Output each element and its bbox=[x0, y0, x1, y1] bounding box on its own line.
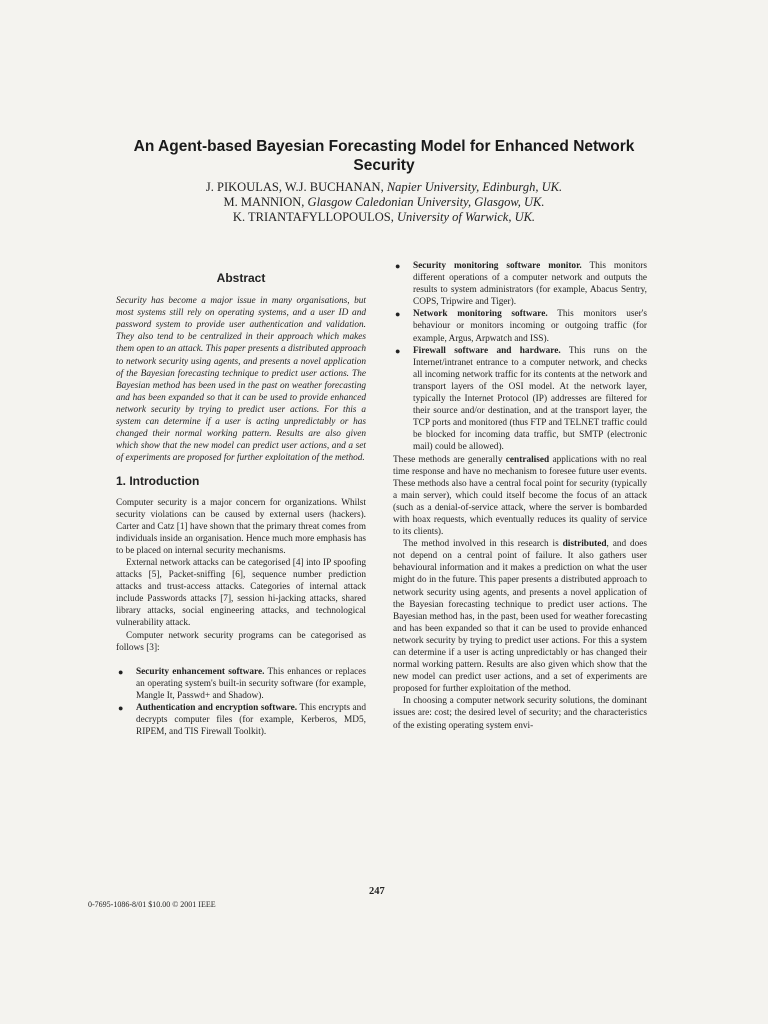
bullet-text: This runs on the Internet/intranet entrance to a computer network, and checks all incoming network traffic for its contents at the network and transport layers of the OSI model. At the network layer, typically the Internet Protocol (IP) addresses are filtered for their source and/or destination, and at the transport layer, the TCP ports and monitored (thus FTP and TELNET traffic could be blocked for incoming data traffic, but SMTP (electronic mail) could be allowed). bbox=[413, 345, 647, 453]
paragraph-text: The method involved in this research is bbox=[403, 539, 563, 550]
author-affiliation: Glasgow Caledonian University, Glasgow, UK. bbox=[307, 195, 545, 209]
list-item bbox=[393, 345, 647, 454]
paragraph-text: , and does not depend on a central point of failure. It also gathers user behavioural information and it makes a prediction on what the user might do in the future. This paper presents a distributed approach to network security using agents, and presents a novel application of the Bayesian forecasting technique to predict user actions. The Bayesian method has, in the past, been used for weather forecasting and has been expanded so that it can be used to provide enhanced network security by trying to predict user actions. For this a system can determine if a user is acting unpredictably or has changed their normal working pattern. Results are also given which show that the new model can predict user actions, and a set of experiments are proposed for further exploitation of the method. bbox=[393, 539, 648, 695]
intro-heading: 1. Introduction bbox=[116, 474, 200, 489]
bullet-term: Authentication and encryption software. bbox=[136, 703, 298, 713]
body-paragraph bbox=[393, 454, 647, 539]
author-line bbox=[90, 180, 678, 195]
bullet-icon: ● bbox=[118, 666, 124, 677]
author-line bbox=[90, 210, 678, 225]
abstract-heading: Abstract bbox=[216, 271, 266, 285]
left-column bbox=[116, 260, 366, 738]
intro-paragraph: Computer security is a major concern for organizations. Whilst security violations can be caused by external users (hackers). Carter and Catz [1] have shown that the primary threat comes from individuals inside an organisation. Hence much more emphasis has to be placed on internal security mechanisms. bbox=[116, 497, 366, 556]
author-block bbox=[90, 180, 678, 225]
copyright-footer: 0-7695-1086-8/01 $10.00 © 2001 IEEE bbox=[88, 900, 216, 909]
bullet-text: This monitors user's behaviour or monitors incoming or outgoing traffic (for example, Argus, Arpwatch and ISS). bbox=[413, 309, 647, 344]
list-item bbox=[393, 260, 647, 308]
emphasis-term: centralised bbox=[505, 454, 550, 465]
bullet-text: This enhances or replaces an operating system's built-in security software (for example, Mangle It, Passwd+ and Shadow). bbox=[136, 666, 367, 701]
author-names: M. MANNION, bbox=[223, 195, 308, 209]
page-number: 247 bbox=[369, 886, 385, 897]
list-item bbox=[116, 702, 366, 738]
bullet-term: Firewall software and hardware. bbox=[413, 345, 561, 356]
body-paragraph bbox=[393, 538, 647, 695]
bullet-icon: ● bbox=[395, 345, 401, 356]
bullet-icon: ● bbox=[118, 703, 124, 713]
intro-bullet-list bbox=[116, 666, 366, 739]
abstract-text: Security has become a major issue in many organisations, but most systems still rely on operating systems, and a user ID and password system to provide user authentication and validation. They also tend to be centralized in their approach which makes them open to an attack. This paper presents a distributed approach to network security using agents, and presents a novel application of the Bayesian forecasting technique to predict user actions. The Bayesian method has been used in the past on weather forecasting and has been expanded so that it can be used to provide enhanced network security by trying to predict user actions. For this a system can determine if a user is acting unpredictably or has changed their normal working pattern. Results are also given which show that the new model can predict user actions, and a set of experiments are proposed for further exploitation of the method. bbox=[116, 296, 366, 464]
intro-paragraph: Computer network security programs can be categorised as follows [3]: bbox=[116, 630, 366, 653]
bullet-icon: ● bbox=[395, 309, 401, 320]
paragraph-text: These methods are generally bbox=[393, 454, 506, 465]
bullet-icon: ● bbox=[395, 261, 401, 271]
bullet-term: Security enhancement software. bbox=[136, 666, 265, 677]
program-bullet-list bbox=[393, 260, 647, 454]
bullet-text: This encrypts and decrypts computer files (for example, Kerberos, MD5, RIPEM, and TIS Firewall Toolkit). bbox=[136, 703, 366, 738]
author-affiliation: University of Warwick, UK. bbox=[396, 210, 536, 224]
bullet-term: Network monitoring software. bbox=[413, 309, 548, 320]
body-paragraph: In choosing a computer network security solutions, the dominant issues are: cost; the desired level of security; and the characteristics of the existing operating system envi- bbox=[393, 696, 647, 731]
author-affiliation: Napier University, Edinburgh, UK. bbox=[386, 180, 563, 194]
author-names: J. PIKOULAS, W.J. BUCHANAN, bbox=[205, 180, 387, 194]
list-item bbox=[116, 666, 366, 702]
right-column bbox=[393, 260, 647, 732]
paragraph-text: applications with no real time response and have no mechanism to foresee future user events. These methods also have a central focal point for security (typically a main server), which could itself become the focus of an attack (such as a denial-of-service attack, where the server is bombarded with hoax requests, which eventually reduces its quality of service to its clients). bbox=[393, 454, 648, 538]
bullet-text: This monitors different operations of a computer network and outputs the results to system administrators (for example, Abacus Sentry, COPS, Tripwire and Tiger). bbox=[413, 261, 647, 308]
paper-title: An Agent-based Bayesian Forecasting Model for Enhanced Network Security bbox=[133, 138, 635, 174]
list-item bbox=[393, 308, 647, 344]
author-line bbox=[90, 195, 678, 210]
emphasis-term: distributed bbox=[562, 539, 607, 550]
bullet-term: Security monitoring software monitor. bbox=[413, 261, 582, 271]
author-names: K. TRIANTAFYLLOPOULOS, bbox=[232, 210, 397, 224]
intro-paragraph: External network attacks can be categorised [4] into IP spoofing attacks [5], Packet-sniffing [6], sequence number prediction attacks and trust-access attacks. Categories of internal attack include Passwords attacks [7], session hi-jacking attacks, shared library attacks, social engineering attacks, and technological vulnerability attack. bbox=[116, 557, 366, 629]
